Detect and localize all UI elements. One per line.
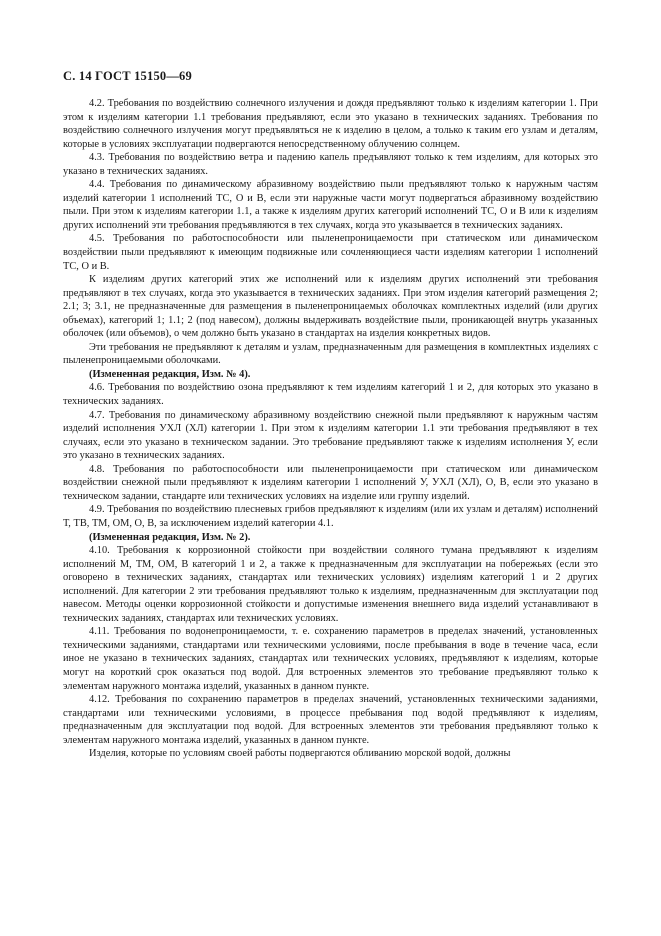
- document-body: [63, 97, 598, 761]
- paragraph-4-5: 4.5. Требования по работоспособности или пыленепроницаемости при статическом или динамическом воздействии пыли предъявляют к имеющим подвижные или сочленяющиеся части изделиям категории 1 исполнений ТС, О и В.: [63, 233, 598, 272]
- paragraph-sea-water: Изделия, которые по условиям своей работы подвергаются обливанию морской водой, должны: [89, 748, 511, 760]
- paragraph-4-4: 4.4. Требования по динамическому абразивному воздействию пыли предъявляют только к наружным частям изделий категории 1 исполнений ТС, О и В, если эти наружные части могут подвергаться абразивному воздействию пыли. При этом к изделиям категории 1.1, а также к изделиям других категорий исполнений ТС, О и В или к изделиям других исполнений эти требования предъявляются в тех случаях, когда это указывается в технических заданиях.: [63, 179, 598, 231]
- amendment-note: (Измененная редакция, Изм. № 4).: [89, 368, 251, 380]
- paragraph-4-6: 4.6. Требования по воздействию озона предъявляют к тем изделиям категорий 1 и 2, для которых это указано в технических заданиях.: [63, 382, 598, 408]
- amendment-note: (Измененная редакция, Изм. № 2).: [89, 531, 251, 543]
- paragraph-4-5-continued: К изделиям других категорий этих же исполнений или к изделиям других исполнений эти требования предъявляют в тех случаях, когда это указывается в технических заданиях. При этом изделия категорий размещения 2; 2.1; 3; 3.1, не предназначенные для размещения в пыленепроницаемых оболочках комплектных изделий (или других объемах), категорий 1; 1.1; 2 (под навесом), должны выдерживать воздействие пыли, проникающей внутрь указанных оболочек (или объемов), о чем должно быть указано в стандартах на изделия конкретных видов.: [63, 274, 598, 340]
- paragraph-4-3: 4.3. Требования по воздействию ветра и падению капель предъявляют только к тем изделиям, для которых это указано в технических заданиях.: [63, 152, 598, 177]
- paragraph-4-11: 4.11. Требования по водонепроницаемости, т. е. сохранению параметров в пределах значений, установленных техническими заданиями, стандартами или техническими условиями, после пребывания в воде в течение часа, если иное не указано в технических заданиях, стандартах или технических условиях, предъявляют к изделиям, которые могут на короткий срок оказаться под водой. Для встроенных элементов это требование предъявляют только к элементам наружного монтажа изделий, указанных в данном пункте.: [63, 626, 598, 692]
- paragraph-4-7: 4.7. Требования по динамическому абразивному воздействию снежной пыли предъявляют к наружным частям изделий исполнения УХЛ (ХЛ) категории 1. При этом к изделиям категории 1.1 эти требования предъявляют в тех случаях, если это указано в техническом задании. Это требование предъявляют также к изделиям исполнения У, если это указано в технических заданиях.: [63, 409, 598, 462]
- paragraph-4-9: 4.9. Требования по воздействию плесневых грибов предъявляют к изделиям (или их узлам и деталям) исполнений Т, ТВ, ТМ, ОМ, О, В, за исключением изделий категории 4.1.: [63, 504, 598, 529]
- paragraph-4-2: 4.2. Требования по воздействию солнечного излучения и дождя предъявляют только к изделиям категории 1. При этом к изделиям категории 1.1 требования предъявляют, если это указано в технических заданиях. Требования по воздействию солнечного излучения могут предъявляться не к изделию в целом, а только к таким его узлам и деталям, которые в условиях эксплуатации подвергаются непосредственному облучению солнцем.: [63, 98, 598, 150]
- paragraph-4-8: 4.8. Требования по работоспособности или пыленепроницаемости при статическом или динамическом воздействии снежной пыли предъявляют к изделиям категории 1 исполнений У, УХЛ (ХЛ), О, В, если это указано в техническом задании, стандарте или технических условиях на изделие или группу изделий.: [63, 463, 598, 502]
- paragraph-4-5-exclusion: Эти требования не предъявляют к деталям и узлам, предназначенным для размещения в комплектных изделиях с пыленепроницаемыми оболочками.: [63, 341, 598, 367]
- page-header: С. 14 ГОСТ 15150—69: [63, 69, 192, 83]
- paragraph-4-10: 4.10. Требования к коррозионной стойкости при воздействии соляного тумана предъявляют к изделиям исполнений М, ТМ, ОМ, В категорий 1 и 2, а также к предназначенным для эксплуатации на побережьях (если это оговорено в технических заданиях, стандартах или технических условиях) изделиям категорий 1 и 2 других исполнений. Для категории 2 эти требования предъявляют только к изделиям, предназначенным для эксплуатации под навесом. Методы оценки коррозионной стойкости и допустимые изменения внешнего вида изделий устанавливают в технических заданиях, стандартах или технических условиях.: [63, 545, 598, 624]
- paragraph-4-12: 4.12. Требования по сохранению параметров в пределах значений, установленных техническими заданиями, стандартами или техническими условиями, в процессе пребывания под водой предъявляют к изделиям, предназначенным для эксплуатации под водой. Для встроенных элементов эти требования предъявляют только к элементам наружного монтажа изделий, указанных в данном пункте.: [63, 694, 598, 746]
